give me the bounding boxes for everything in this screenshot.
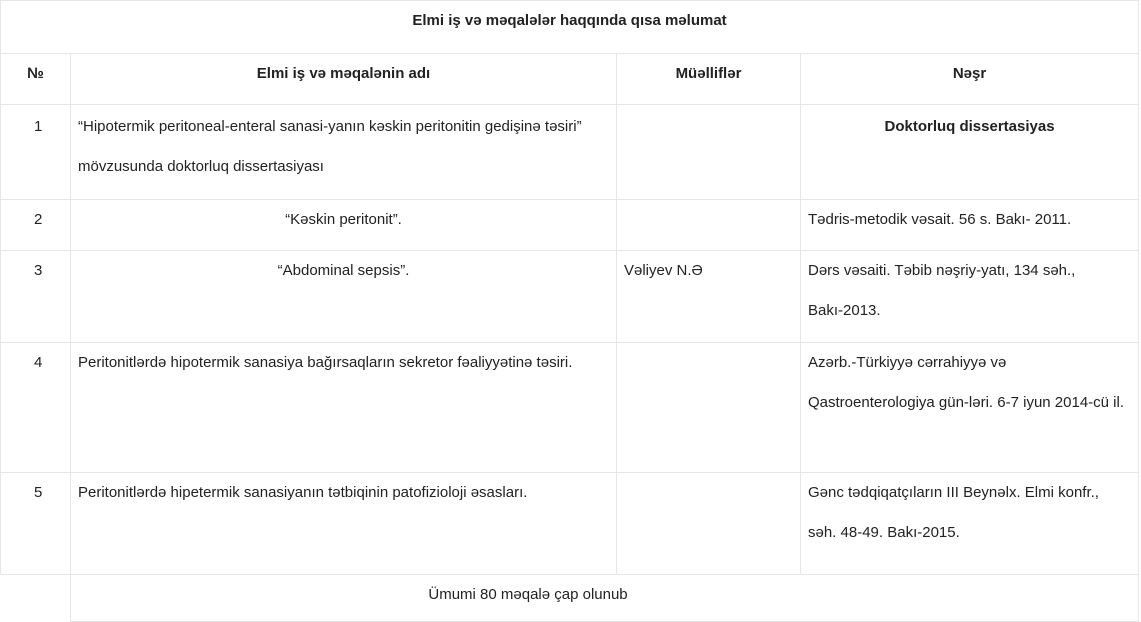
total-articles: Ümumi 80 məqalə çap olunub [71,575,1139,622]
table-total-row [1,575,1139,622]
table-row [1,200,1139,251]
row-title: “Kəskin peritonit”. [71,200,617,251]
row-title: Peritonitlərdə hipotermik sanasiya bağırsaqların sekretor fəaliyyətinə təsiri. [71,343,617,473]
table-header-row [1,54,1139,105]
total-spacer [1,575,71,622]
table-row [1,343,1139,473]
table-row [1,473,1139,575]
row-publication: Azərb.-Türkiyyə cərrahiyyə və Qastroenterologiya gün-ləri. 6-7 iyun 2014-cü il. [801,343,1139,473]
row-authors [617,200,801,251]
row-publication: Tədris-metodik vəsait. 56 s. Bakı- 2011. [801,200,1139,251]
row-publication: Doktorluq dissertasiyas [801,105,1139,200]
row-number: 3 [1,251,71,343]
row-number: 4 [1,343,71,473]
row-publication: Gənc tədqiqatçıların III Beynəlx. Elmi konfr., səh. 48-49. Bakı-2015. [801,473,1139,575]
row-authors [617,473,801,575]
header-no: № [1,54,71,105]
header-title: Elmi iş və məqalənin adı [71,54,617,105]
row-title: “Abdominal sepsis”. [71,251,617,343]
row-authors [617,343,801,473]
row-authors [617,105,801,200]
row-number: 5 [1,473,71,575]
header-authors: Müəlliflər [617,54,801,105]
header-publication: Nəşr [801,54,1139,105]
table-row [1,105,1139,200]
row-publication: Dərs vəsaiti. Təbib nəşriy-yatı, 134 səh., Bakı-2013. [801,251,1139,343]
table-row [1,251,1139,343]
row-authors: Vəliyev N.Ə [617,251,801,343]
row-title: Peritonitlərdə hipetermik sanasiyanın tətbiqinin patofizioloji əsasları. [71,473,617,575]
row-title: “Hipotermik peritoneal-enteral sanasi-yanın kəskin peritonitin gedişinə təsiri” mövzusunda doktorluq dissertasiyası [71,105,617,200]
table-caption: Elmi iş və məqalələr haqqında qısa məlumat [1,1,1139,54]
row-number: 1 [1,105,71,200]
table-caption-row [1,1,1139,54]
row-number: 2 [1,200,71,251]
